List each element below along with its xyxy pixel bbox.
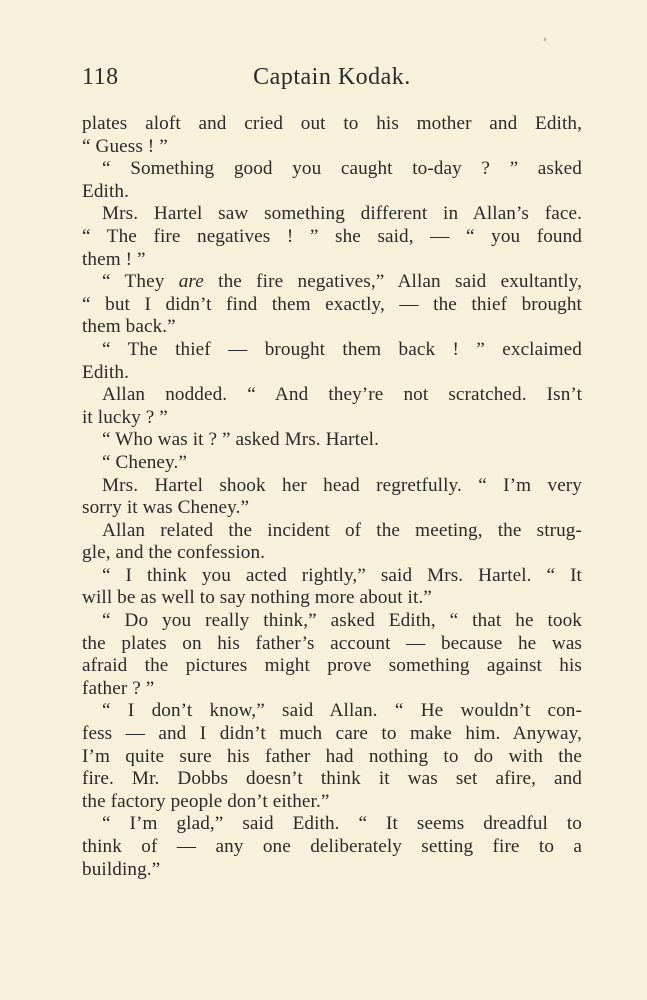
running-title: Captain Kodak. xyxy=(253,64,411,90)
text-line: “ Do you really think,” asked Edith, “ that he took xyxy=(102,610,582,632)
text-line: fire. Mr. Dobbs doesn’t think it was set afire, and xyxy=(82,768,582,790)
text-line: “ Something good you caught to-day ? ” asked xyxy=(102,158,582,180)
page-number: 118 xyxy=(82,64,119,90)
text-line: “ I don’t know,” said Allan. “ He wouldn’t con- xyxy=(102,700,582,722)
text-line: “ but I didn’t find them exactly, — the thief brought xyxy=(82,293,582,315)
body-text xyxy=(82,113,582,881)
text-line: them ! ” xyxy=(82,248,146,270)
text-line: it lucky ? ” xyxy=(82,406,168,428)
text-line: Edith. xyxy=(82,180,129,202)
text-line: the factory people don’t either.” xyxy=(82,790,330,812)
text-line: sorry it was Cheney.” xyxy=(82,497,250,519)
emphasis: are xyxy=(178,271,204,293)
text-line: afraid the pictures might prove something against his xyxy=(82,655,582,677)
text-line: will be as well to say nothing more about it.” xyxy=(82,587,432,609)
text-line: “ I’m glad,” said Edith. “ It seems dreadful to xyxy=(102,813,582,835)
text-line: “ Who was it ? ” asked Mrs. Hartel. xyxy=(102,429,380,451)
text-line: “ Guess ! ” xyxy=(82,135,168,157)
text-line: the plates on his father’s account — because he was xyxy=(82,632,582,654)
text-line: think of — any one deliberately setting fire to a xyxy=(82,836,582,857)
paper-speck xyxy=(544,38,547,42)
text-line: “ Cheney.” xyxy=(102,451,187,473)
text-line: I’m quite sure his father had nothing to do with the xyxy=(82,745,582,767)
text-line: plates aloft and cried out to his mother and Edith, xyxy=(82,113,582,134)
text-line: gle, and the confession. xyxy=(82,542,266,564)
text-line: Edith. xyxy=(82,361,129,383)
text-line: Allan related the incident of the meeting, the strug- xyxy=(102,519,582,541)
text-line: “ I think you acted rightly,” said Mrs. Hartel. “ It xyxy=(102,564,582,586)
text-line: Mrs. Hartel saw something different in Allan’s face. xyxy=(102,203,582,225)
text-line: Allan nodded. “ And they’re not scratched. Isn’t xyxy=(102,384,582,406)
text-line: father ? ” xyxy=(82,677,155,699)
text-line: fess — and I didn’t much care to make him. Anyway, xyxy=(82,723,582,745)
text-line: “ The thief — brought them back ! ” exclaimed xyxy=(102,338,582,360)
text-line: “ They are the fire negatives,” Allan said exultantly, xyxy=(102,271,583,293)
text-line: Mrs. Hartel shook her head regretfully. “ I’m very xyxy=(102,474,582,496)
text-line: building.” xyxy=(82,858,161,880)
text-line: them back.” xyxy=(82,316,176,338)
running-header xyxy=(82,64,582,94)
text-line: “ The fire negatives ! ” she said, — “ you found xyxy=(82,225,582,247)
